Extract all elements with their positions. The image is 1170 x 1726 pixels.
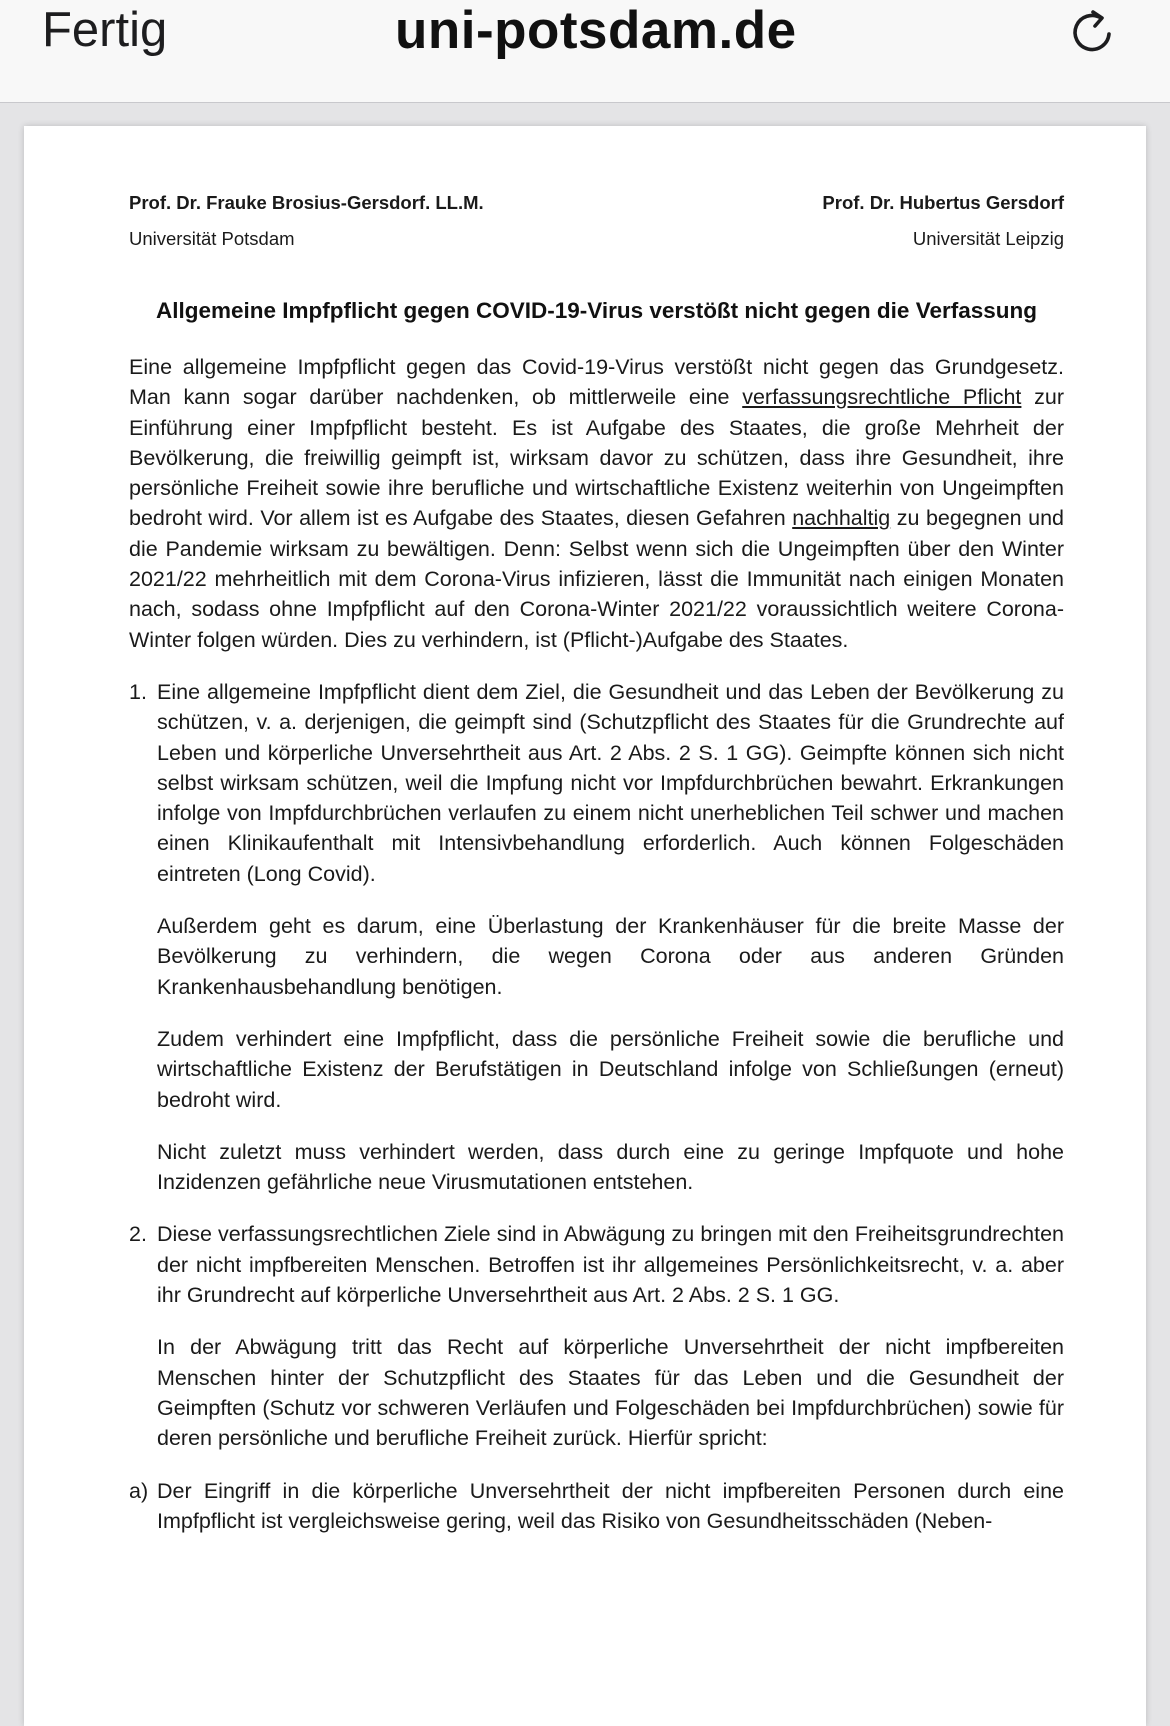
item1-paragraph-4: Nicht zuletzt muss verhindert werden, dass durch eine zu geringe Impfquote und hohe Inzidenzen gefährliche neue Virusmutationen entstehen. — [157, 1139, 1064, 1195]
author-left — [129, 190, 484, 252]
list-marker-2: 2. — [129, 1222, 147, 1247]
reload-icon[interactable] — [1065, 4, 1121, 60]
document-title: Allgemeine Impfpflicht gegen COVID-19-Virus verstößt nicht gegen die Verfassung — [155, 298, 1037, 323]
list-item-a — [129, 1476, 1064, 1537]
document-body — [129, 352, 1064, 1558]
item2-paragraph-2: In der Abwägung tritt das Recht auf körperliche Unversehrtheit der nicht impfbereiten Menschen hinter der Schutzpflicht des Staates für das Leben und die Gesundheit der Geimpften (Schutz vor schweren Verläufen und Folgeschäden bei Impfdurchbrüchen) sowie für deren persönliche und berufliche Freiheit zurück. Hierfür spricht: — [157, 1335, 1064, 1451]
list-item-a-text: Der Eingriff in die körperliche Unversehrtheit der nicht impfbereiten Personen durch eine Impfpflicht ist vergleichsweise gering, weil das Risiko von Gesundheitsschäden (Neben- — [157, 1478, 1064, 1533]
intro-underlined-1: verfassungsrechtliche Pflicht — [742, 385, 1022, 410]
author-right — [822, 190, 1064, 252]
url-display[interactable]: uni-potsdam.de — [395, 1, 797, 60]
intro-text-1: Eine allgemeine Impfpflicht gegen das Covid-19-Virus verstößt nicht gegen das Grundgesetz. Man kann sogar darüber nachdenken, ob mittlerweile eine — [129, 355, 1064, 410]
intro-underlined-2: nachhaltig — [792, 506, 891, 531]
intro-paragraph — [129, 352, 1064, 655]
list-item-2-text: Diese verfassungsrechtlichen Ziele sind in Abwägung zu bringen mit den Freiheitsgrundrechten der nicht impfbereiten Menschen. Betroffen ist ihr allgemeines Persönlichkeitsrecht, v. a. aber ihr Grundrecht auf körperliche Unversehrtheit aus Art. 2 Abs. 2 S. 1 GG. — [157, 1222, 1064, 1308]
list-item-1-text: Eine allgemeine Impfpflicht dient dem Ziel, die Gesundheit und das Leben der Bevölkerung zu schützen, v. a. derjenigen, die geimpft sind (Schutzpflicht des Staates für die Grundrechte auf Leben und körperliche Unversehrtheit aus Art. 2 Abs. 2 S. 1 GG). Geimpfte können sich nicht selbst wirksam schützen, weil die Impfung nicht vor Impfdurchbrüchen bewahrt. Erkrankungen infolge von Impfdurchbrüchen verlaufen zu einem nicht unerheblichen Teil schwer und machen einen Klinikaufenthalt mit Intensivbehandlung erforderlich. Auch können Folgeschäden eintreten (Long Covid). — [157, 679, 1064, 886]
list-item-1 — [129, 677, 1064, 889]
item1-paragraph-2: Außerdem geht es darum, eine Überlastung der Krankenhäuser für die breite Masse der Bevölkerung zu verhindern, die wegen Corona oder aus anderen Gründen Krankenhausbehandlung benötigen. — [157, 914, 1064, 999]
pdf-page — [24, 126, 1146, 1726]
browser-top-bar — [0, 0, 1170, 103]
author-left-affiliation: Universität Potsdam — [129, 228, 295, 249]
item1-paragraph-3: Zudem verhindert eine Impfpflicht, dass die persönliche Freiheit sowie die berufliche und wirtschaftliche Existenz der Berufstätigen in Deutschland infolge von Schließungen (erneut) bedroht wird. — [157, 1026, 1064, 1112]
intro-text-2: zur Einführung einer Impfpflicht besteht. Es ist Aufgabe des Staates, die große Mehrheit der Bevölkerung, die freiwillig geimpft ist, wirksam davor zu schützen, dass ihre Gesundheit, ihre persönliche Freiheit sowie ihre berufliche und wirtschaftliche Existenz weiterhin von Ungeimpften bedroht wird. Vor allem ist es Aufgabe des Staates, diesen Gefahren — [129, 385, 1064, 531]
intro-text-3: zu begegnen und die Pandemie wirksam zu bewältigen. Denn: Selbst wenn sich die Ungeimpften über den Winter 2021/22 mehrheitlich mit dem Corona-Virus infizieren, lässt die Immunität nach einigen Monaten nach, sodass ohne Impfpflicht auf den Corona-Winter 2021/22 voraussichtlich weitere Corona-Winter folgen würden. Dies zu verhindern, ist (Pflicht-)Aufgabe des Staates. — [129, 506, 1064, 652]
author-left-name: Prof. Dr. Frauke Brosius-Gersdorf. LL.M. — [129, 192, 484, 213]
authors-header — [129, 190, 1064, 280]
list-item-2 — [129, 1219, 1064, 1310]
author-right-affiliation: Universität Leipzig — [912, 228, 1064, 249]
author-right-name: Prof. Dr. Hubertus Gersdorf — [822, 192, 1064, 213]
list-marker-1: 1. — [129, 679, 147, 704]
list-marker-a: a) — [129, 1478, 149, 1503]
done-button[interactable]: Fertig — [42, 3, 168, 57]
